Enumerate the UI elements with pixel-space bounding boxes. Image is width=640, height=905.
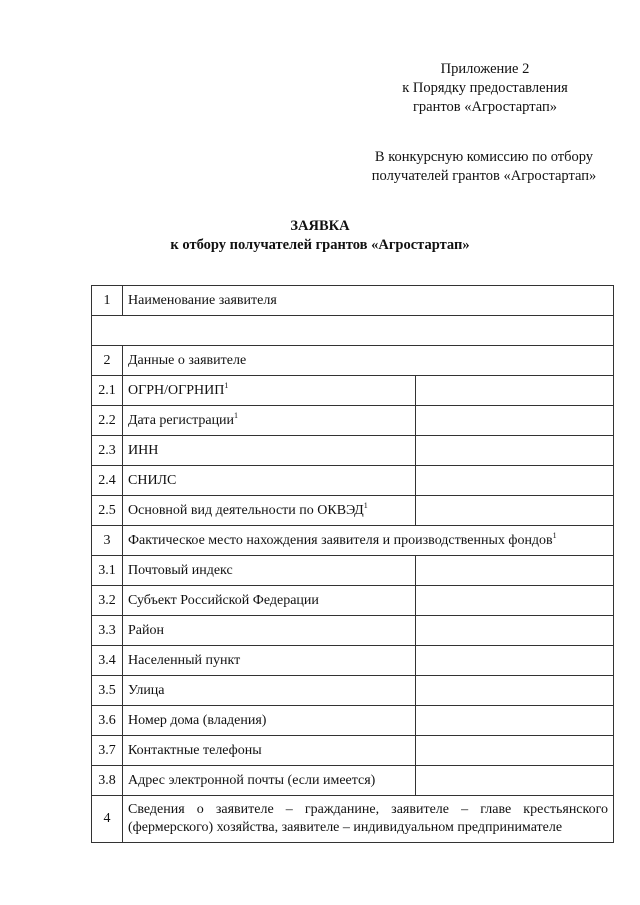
row-number: 2.2 <box>92 406 123 436</box>
row-label: Населенный пункт <box>123 646 416 676</box>
document-title <box>0 217 640 255</box>
table-row <box>92 556 614 586</box>
table-row <box>92 466 614 496</box>
application-form-table <box>91 285 614 843</box>
table-row <box>92 766 614 796</box>
row-label: Адрес электронной почты (если имеется) <box>123 766 416 796</box>
table-row <box>92 796 614 843</box>
table-row <box>92 406 614 436</box>
appendix-line-3: грантов «Агростартап» <box>412 99 557 115</box>
house-number-field[interactable] <box>416 706 614 736</box>
snils-value-field[interactable] <box>416 466 614 496</box>
federal-subject-field[interactable] <box>416 586 614 616</box>
row-number: 3.8 <box>92 766 123 796</box>
footnote-mark: 1 <box>234 410 239 420</box>
table-row <box>92 526 614 556</box>
street-field[interactable] <box>416 676 614 706</box>
row-label: Контактные телефоны <box>123 736 416 766</box>
row-number: 2.4 <box>92 466 123 496</box>
addressee-line-2: получателей грантов «Агростартап» <box>371 168 597 184</box>
row-number: 3.6 <box>92 706 123 736</box>
row-label: Наименование заявителя <box>123 286 614 316</box>
row-number: 2.1 <box>92 376 123 406</box>
row-label: Улица <box>123 676 416 706</box>
table-row <box>92 316 614 346</box>
row-number: 3.1 <box>92 556 123 586</box>
footnote-mark: 1 <box>363 500 368 510</box>
row-label: Данные о заявителе <box>123 346 614 376</box>
inn-value-field[interactable] <box>416 436 614 466</box>
row-number: 3.4 <box>92 646 123 676</box>
postal-code-field[interactable] <box>416 556 614 586</box>
row-label-cell <box>123 526 614 556</box>
okved-value-field[interactable] <box>416 496 614 526</box>
row-label-cell <box>123 496 416 526</box>
row-label: Дата регистрации <box>128 412 235 428</box>
phone-field[interactable] <box>416 736 614 766</box>
row-label: ОГРН/ОГРНИП <box>128 382 225 398</box>
row-label: Субъект Российской Федерации <box>123 586 416 616</box>
table-row <box>92 376 614 406</box>
row-number: 4 <box>92 796 123 843</box>
table-row <box>92 646 614 676</box>
table-row <box>92 676 614 706</box>
title-sub: к отбору получателей грантов «Агростартап» <box>170 237 470 253</box>
row-number: 3.3 <box>92 616 123 646</box>
addressee-line-1: В конкурсную комиссию по отбору <box>374 149 594 165</box>
row-number: 3.7 <box>92 736 123 766</box>
row-number: 2 <box>92 346 123 376</box>
row-label: Фактическое место нахождения заявителя и производственных фондов <box>128 532 553 548</box>
title-main: ЗАЯВКА <box>290 218 350 234</box>
footnote-mark: 1 <box>552 530 557 540</box>
table-row <box>92 586 614 616</box>
settlement-field[interactable] <box>416 646 614 676</box>
row-label-cell <box>123 376 416 406</box>
row-label: ИНН <box>123 436 416 466</box>
table-row <box>92 496 614 526</box>
row-number: 2.5 <box>92 496 123 526</box>
appendix-header <box>400 60 570 117</box>
row-number: 3 <box>92 526 123 556</box>
appendix-line-2: к Порядку предоставления <box>402 80 568 96</box>
row-number: 1 <box>92 286 123 316</box>
row-label: Номер дома (владения) <box>123 706 416 736</box>
row-label: СНИЛС <box>123 466 416 496</box>
appendix-line-1: Приложение 2 <box>440 61 530 77</box>
row-label: Район <box>123 616 416 646</box>
email-field[interactable] <box>416 766 614 796</box>
row-number: 3.5 <box>92 676 123 706</box>
registration-date-field[interactable] <box>416 406 614 436</box>
table-row <box>92 286 614 316</box>
ogrn-value-field[interactable] <box>416 376 614 406</box>
addressee-block <box>356 148 612 186</box>
row-label-cell <box>123 406 416 436</box>
row-number: 3.2 <box>92 586 123 616</box>
table-row <box>92 346 614 376</box>
row-label: Сведения о заявителе – гражданине, заявителе – главе крестьянского (фермерского) хозяйства, заявителе – индивидуальном предпринимателе <box>123 796 614 843</box>
row-label: Почтовый индекс <box>123 556 416 586</box>
table-row <box>92 436 614 466</box>
table-row <box>92 706 614 736</box>
table-row <box>92 616 614 646</box>
table-row <box>92 736 614 766</box>
district-field[interactable] <box>416 616 614 646</box>
footnote-mark: 1 <box>224 380 229 390</box>
applicant-name-field[interactable] <box>92 316 614 346</box>
row-label: Основной вид деятельности по ОКВЭД <box>128 502 364 518</box>
row-number: 2.3 <box>92 436 123 466</box>
